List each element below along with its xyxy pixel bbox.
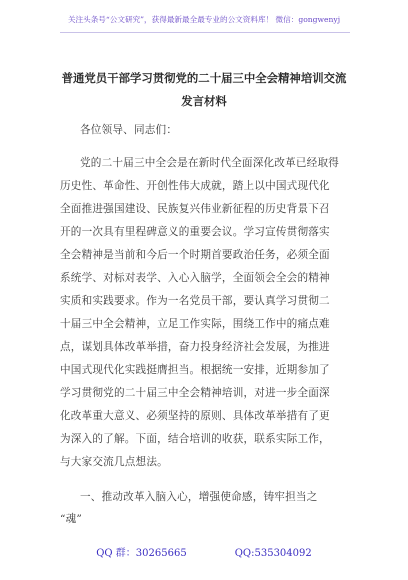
footer-qq-number: QQ:535304092 bbox=[234, 548, 312, 559]
header-divider bbox=[60, 32, 350, 33]
body-line: 全会精神是当前和今后一个时期首要政治任务，必须全面 bbox=[60, 249, 330, 261]
body-line: 学习贯彻党的二十届三中全会精神培训，对进一步全面深 bbox=[60, 387, 330, 399]
body-line: 与大家交流几点想法。 bbox=[60, 456, 168, 468]
footer-contact bbox=[0, 544, 408, 559]
body-line: 十届三中全会精神，立足工作实际，围绕工作中的痛点难 bbox=[60, 318, 330, 330]
document-title-line-1: 普通党员干部学习贯彻党的二十届三中全会精神培训交流 bbox=[61, 71, 347, 85]
body-line: 全面推进强国建设、民族复兴伟业新征程的历史背景下召 bbox=[60, 203, 330, 215]
body-line: 开的一次具有里程碑意义的重要会议。学习宣传贯彻落实 bbox=[60, 226, 330, 238]
body-line: 中国式现代化实践挺膺担当。根据统一安排，近期参加了 bbox=[60, 364, 330, 376]
body-line: 实质和实践要求。作为一名党员干部，要认真学习贯彻二 bbox=[60, 295, 330, 307]
body-line: 为深入的了解。下面，结合培训的收获，联系实际工作， bbox=[60, 433, 330, 445]
salutation: 各位领导、同志们： bbox=[80, 124, 178, 136]
body-line: 系统学、对标对表学、入心入脑学，全面领会全会的精神 bbox=[60, 272, 330, 284]
body-line: 点，谋划具体改革举措，奋力投身经济社会发展，为推进 bbox=[60, 341, 330, 353]
body-line: 历史性、革命性、开创性伟大成就，踏上以中国式现代化 bbox=[60, 180, 330, 192]
footer-qq-group: QQ 群：30265665 bbox=[96, 548, 187, 559]
body-line: 化改革重大意义、必须坚持的原则、具体改革举措有了更 bbox=[60, 410, 330, 422]
body-line: 党的二十届三中全会是在新时代全面深化改革已经取得 bbox=[80, 157, 340, 169]
document-title-line-2: 发言材料 bbox=[181, 94, 227, 108]
section-heading-line-2: “魂” bbox=[60, 513, 83, 525]
header-promo: 关注头条号“公文研究”，获得最新最全最专业的公文资料库！ 微信：gongwenyj bbox=[67, 15, 341, 24]
section-heading-line-1: 一、推动改革入脑入心，增强使命感，铸牢担当之 bbox=[80, 491, 318, 503]
